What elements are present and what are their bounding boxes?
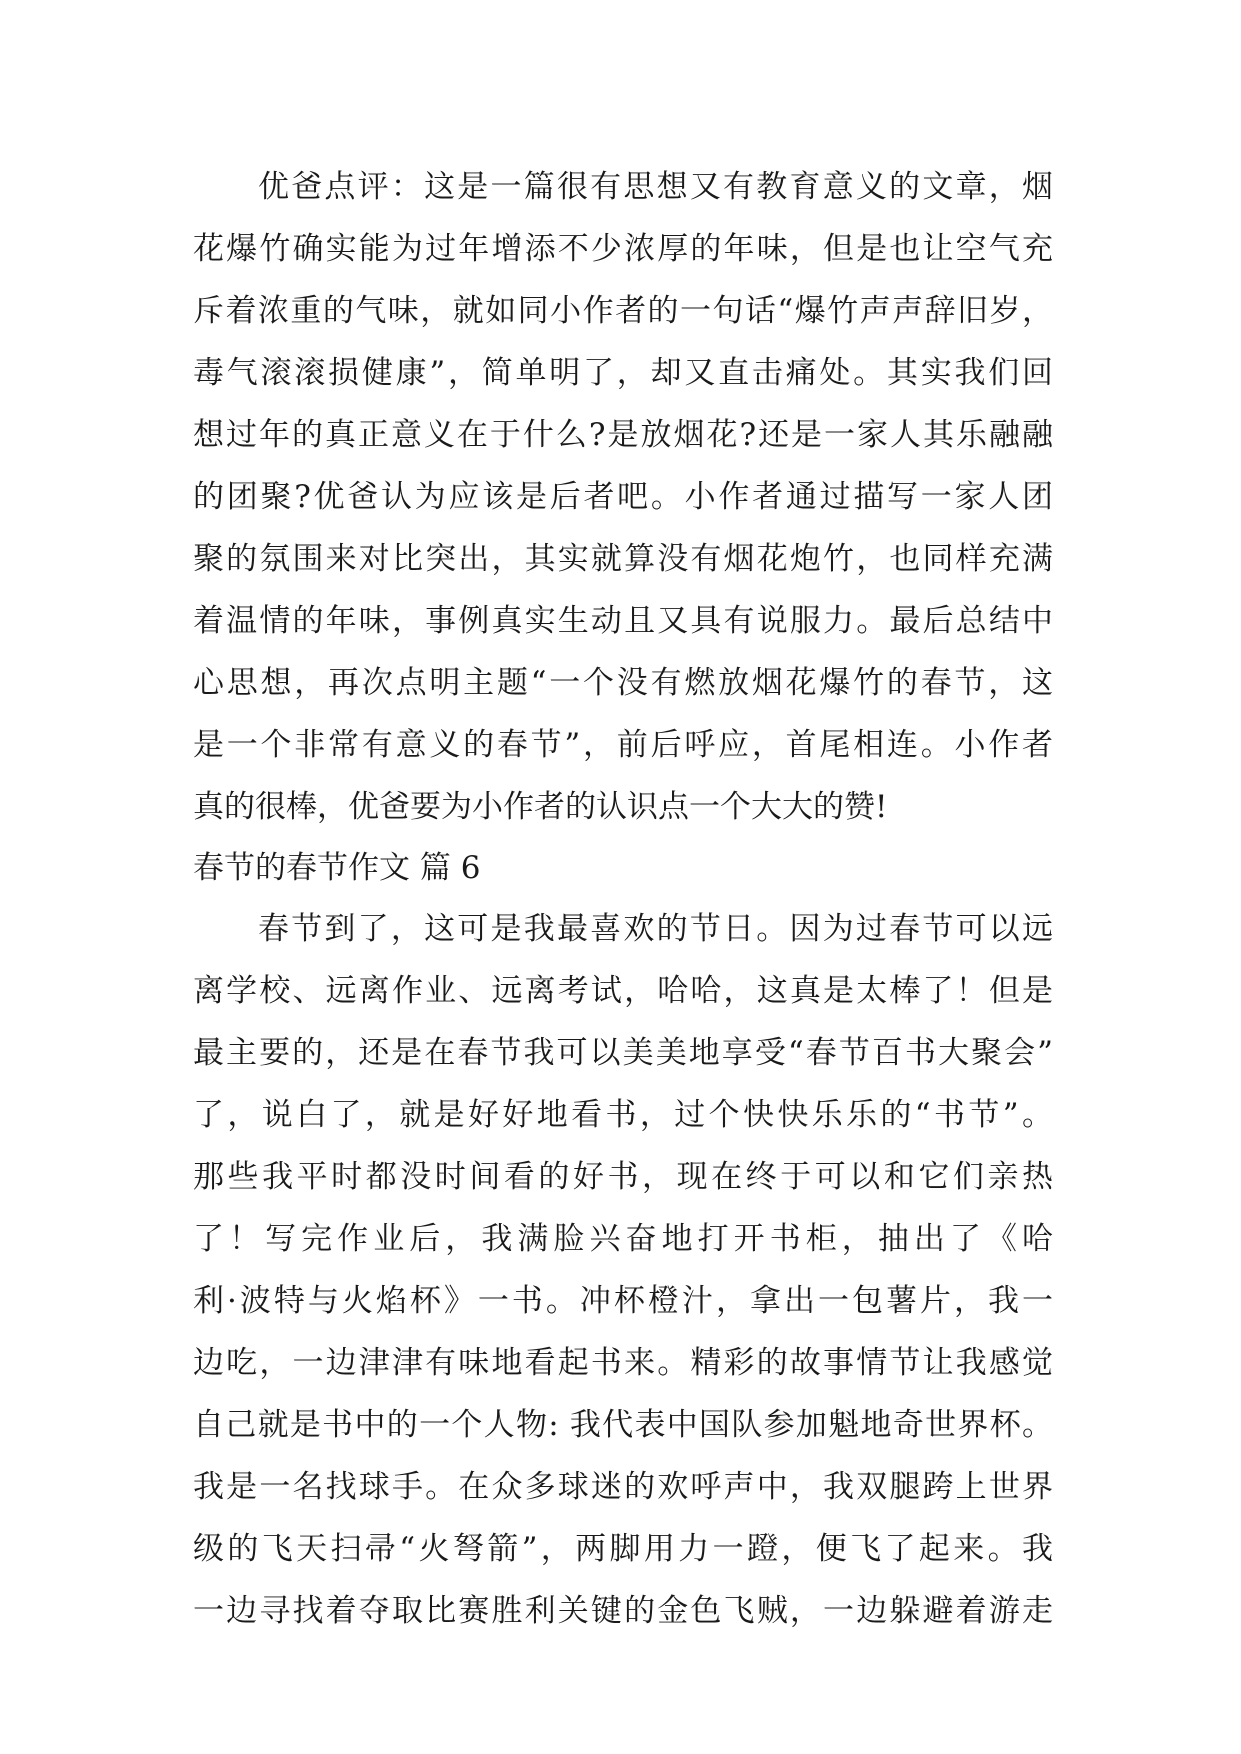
comment-line-8: 着温情的年味，事例真实生动且又具有说服力。最后总结中 [193,603,1053,639]
comment-line-6: 的团聚?优爸认为应该是后者吧。小作者通过描写一家人团 [193,479,1053,515]
essay-line-11: 级的飞天扫帚“火弩箭”，两脚用力一蹬，便飞了起来。我 [193,1531,1053,1567]
essay-line-4: 了，说白了，就是好好地看书，过个快快乐乐的“书节”。 [193,1097,1053,1133]
essay-line-2: 离学校、远离作业、远离考试，哈哈，这真是太棒了！但是 [193,973,1053,1009]
comment-line-2: 花爆竹确实能为过年增添不少浓厚的年味，但是也让空气充 [193,231,1053,267]
comment-line-3: 斥着浓重的气味，就如同小作者的一句话“爆竹声声辞旧岁， [193,293,1053,329]
comment-line-10: 是一个非常有意义的春节”，前后呼应，首尾相连。小作者 [193,727,1053,763]
essay-line-7: 利·波特与火焰杯》一书。冲杯橙汁，拿出一包薯片，我一 [193,1283,1053,1319]
essay-line-3: 最主要的，还是在春节我可以美美地享受“春节百书大聚会” [193,1035,1053,1071]
comment-line-4: 毒气滚滚损健康”，简单明了，却又直击痛处。其实我们回 [193,355,1053,391]
comment-line-1: 优爸点评：这是一篇很有思想又有教育意义的文章，烟 [258,169,1053,205]
essay-line-6: 了！写完作业后，我满脸兴奋地打开书柜，抽出了《哈 [193,1221,1053,1257]
comment-line-5: 想过年的真正意义在于什么?是放烟花?还是一家人其乐融融 [193,417,1053,453]
essay-line-12: 一边寻找着夺取比赛胜利关键的金色飞贼，一边躲避着游走 [193,1593,1053,1629]
comment-line-7: 聚的氛围来对比突出，其实就算没有烟花炮竹，也同样充满 [193,541,1053,577]
essay-line-10: 我是一名找球手。在众多球迷的欢呼声中，我双腿跨上世界 [193,1469,1053,1505]
essay-line-8: 边吃，一边津津有味地看起书来。精彩的故事情节让我感觉 [193,1345,1053,1381]
comment-line-9: 心思想，再次点明主题“一个没有燃放烟花爆竹的春节，这 [193,665,1053,701]
essay-heading: 春节的春节作文 篇 6 [193,850,481,886]
essay-line-5: 那些我平时都没时间看的好书，现在终于可以和它们亲热 [193,1159,1053,1195]
comment-line-11: 真的很棒，优爸要为小作者的认识点一个大大的赞! [193,789,888,825]
essay-line-1: 春节到了，这可是我最喜欢的节日。因为过春节可以远 [258,911,1053,947]
essay-line-9: 自己就是书中的一个人物: 我代表中国队参加魁地奇世界杯。 [193,1407,1053,1443]
